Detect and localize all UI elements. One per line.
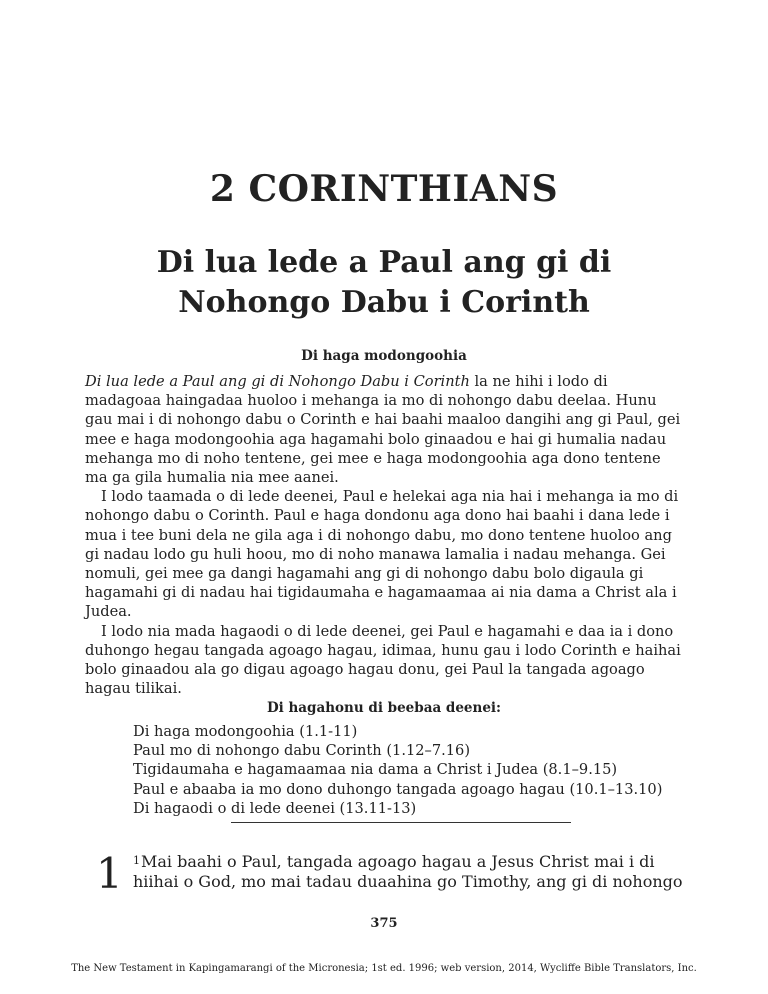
intro-paragraph-2: I lodo taamada o di lede deenei, Paul e helekai aga nia hai i mehanga ia mo di nohongo dabu o Corinth. Paul e haga dondonu aga dono hai baahi i dana lede i mua i tee buni dela ne gila aga i di nohongo dabu, mo dono tentene huoloo ang gi nadau lodo gu huli hoou, mo di noho manawa lamalia i nadau mehanga. Gei nomuli, gei mee ga dangi hagamahi ang gi di nohongo dabu bolo digaula gi hagamahi gi di nadau hai tigidaumaha e hagamaamaa ai nia dama a Christ ala i Judea.: [85, 488, 679, 621]
intro-heading: Di haga modongoohia: [301, 348, 467, 364]
intro-paragraph-1-italic: Di lua lede a Paul ang gi di Nohongo Dabu i Corinth: [85, 373, 470, 390]
contents-list: [133, 722, 662, 818]
contents-item: Paul e abaaba ia mo dono duhongo tangada agoago hagau (10.1–13.10): [133, 780, 663, 798]
footer-note: The New Testament in Kapingamarangi of the Micronesia; 1st ed. 1996; web version, 2014, Wycliffe Bible Translators, Inc.: [71, 963, 697, 974]
section-divider: [231, 822, 571, 823]
contents-item: Di haga modongoohia (1.1-11): [133, 723, 358, 740]
intro-paragraph-1: [85, 372, 685, 487]
page-number: 375: [370, 916, 398, 931]
verse-line-1: Mai baahi o Paul, tangada agoago hagau a Jesus Christ mai i di: [141, 852, 655, 871]
contents-heading: Di hagahonu di beebaa deenei:: [266, 700, 502, 716]
book-subtitle: [0, 243, 768, 323]
verse-number: 1: [133, 854, 140, 867]
chapter-number: 1: [96, 849, 123, 898]
book-title: 2 CORINTHIANS: [209, 168, 559, 210]
book-subtitle-line1: Di lua lede a Paul ang gi di: [156, 245, 612, 280]
contents-item: Paul mo di nohongo dabu Corinth (1.12–7.16): [133, 742, 471, 760]
intro-paragraph-1-rest: la ne hihi i lodo di madagoaa haingadaa huoloo i mehanga ia mo di nohongo dabu deelaa. Hunu gau mai i di nohongo dabu o Corinth e hai baahi maaloo dangihi ang gi Paul, gei mee e haga modongoohia aga hagamahi bolo ginaadou e hai gi humalia nadau mehanga mo di noho tentene, gei mee e haga modongoohia aga dono tentene ma ga gila humalia nia mee aanei.: [85, 373, 681, 487]
contents-item: Tigidaumaha e hagamaamaa nia dama a Christ i Judea (8.1–9.15): [133, 761, 618, 779]
book-subtitle-line2: Nohongo Dabu i Corinth: [178, 285, 590, 320]
intro-text: [85, 372, 685, 698]
contents-item: Di hagaodi o di lede deenei (13.11-13): [133, 799, 417, 817]
intro-paragraph-3: I lodo nia mada hagaodi o di lede deenei, gei Paul e hagamahi e daa ia i dono duhongo hegau tangada agoago hagau, idimaa, hunu gau i lodo Corinth e haihai bolo ginaadou ala go digau agoago hagau donu, gei Paul la tangada agoago hagau tilikai.: [85, 622, 681, 698]
verse-1: [133, 852, 693, 892]
verse-line-2: hiihai o God, mo mai tadau duaahina go Timothy, ang gi di nohongo: [133, 872, 683, 891]
